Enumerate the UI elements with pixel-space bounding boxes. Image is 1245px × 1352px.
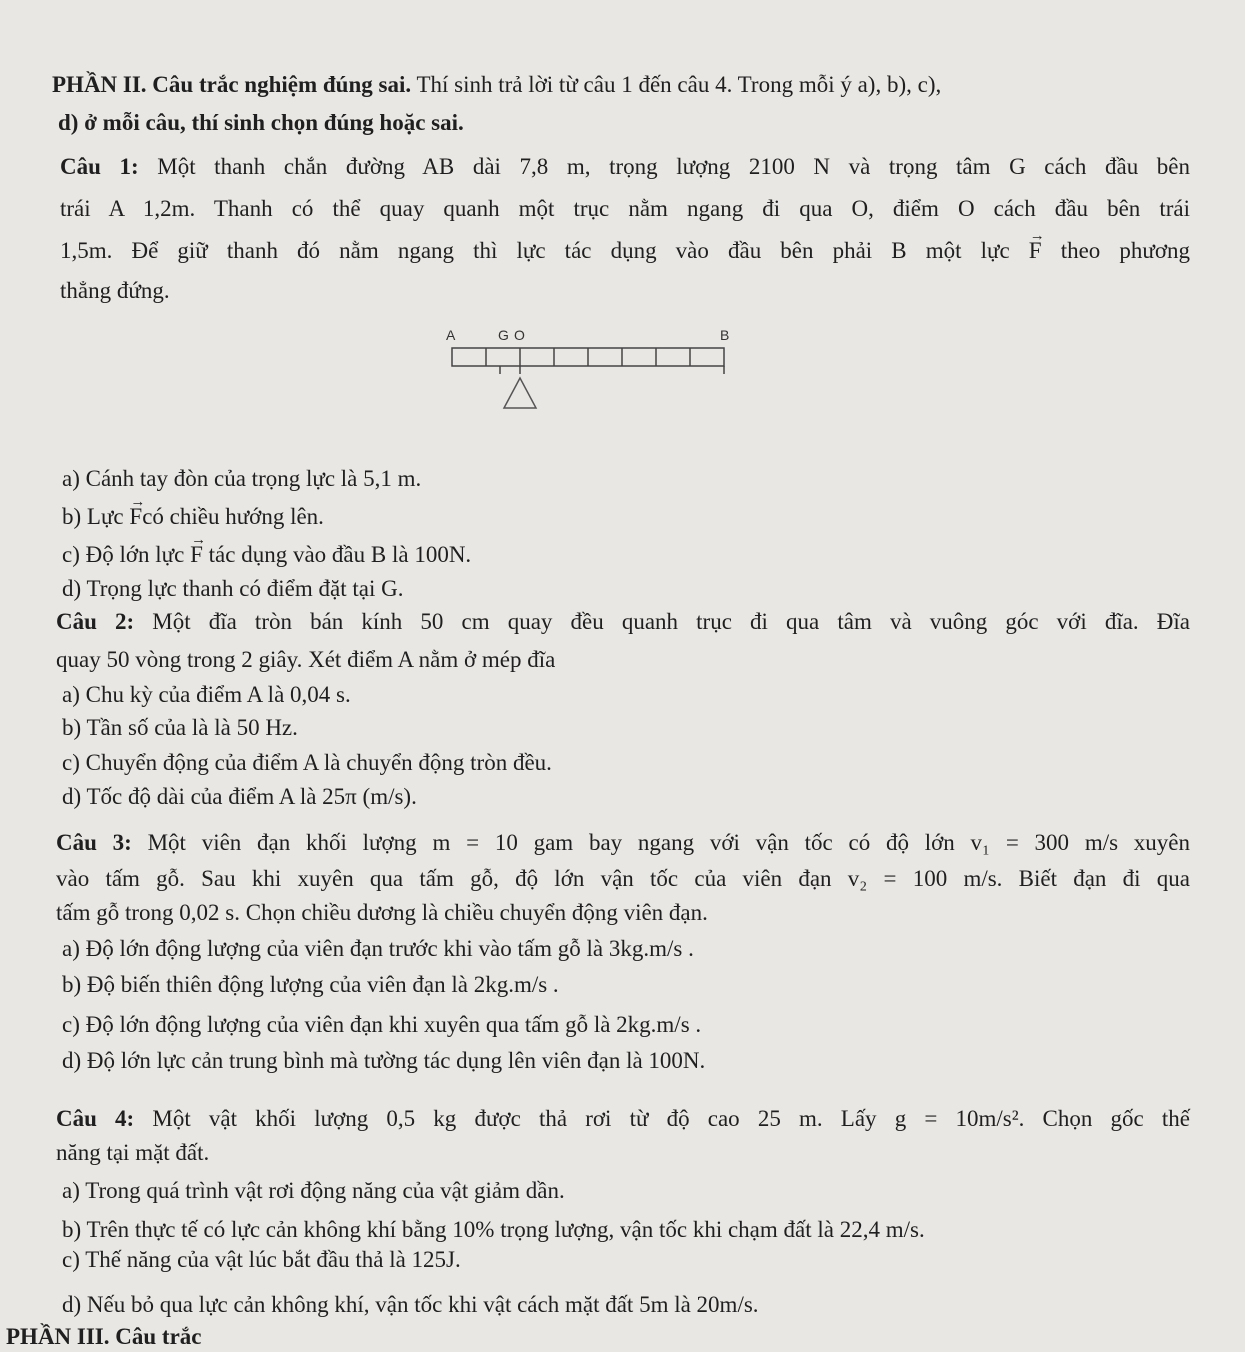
- q3-text-1: Một viên đạn khối lượng m = 10 gam bay ngang với vận tốc có độ lớn v₁ = 300 m/s xuyên: [147, 830, 1191, 855]
- lever-diagram: [440, 318, 740, 418]
- q1-option-c: [62, 540, 471, 570]
- q1-option-c-post: tác dụng vào đầu B là 100N.: [208, 542, 472, 567]
- q3-option-d: d) Độ lớn lực cản trung bình mà tường tác dụng lên viên đạn là 100N.: [62, 1048, 706, 1073]
- q1-option-a: a) Cánh tay đòn của trọng lực là 5,1 m.: [62, 466, 422, 491]
- q2-line-2: quay 50 vòng trong 2 giây. Xét điểm A nằm ở mép đĩa: [56, 647, 556, 672]
- diagram-label-b: B: [720, 327, 730, 343]
- q2-option-b: b) Tần số của là là 50 Hz.: [62, 715, 298, 740]
- q2-option-d: d) Tốc độ dài của điểm A là 25π (m/s).: [62, 784, 417, 809]
- q2-option-a: a) Chu kỳ của điểm A là 0,04 s.: [62, 682, 351, 707]
- q1-line-1: [60, 152, 1190, 182]
- section-intro-line-2: [58, 108, 464, 138]
- q1-option-b-post: có chiều hướng lên.: [142, 504, 324, 529]
- q1-option-c-vector: → F: [190, 540, 203, 570]
- q4-label: Câu 4:: [56, 1106, 135, 1131]
- q1-line-3: [60, 236, 1190, 266]
- diagram-label-a: A: [446, 327, 456, 343]
- q2-line-1: [56, 607, 1190, 637]
- q1-line-2: trái A 1,2m. Thanh có thể quay quanh một trục nằm ngang đi qua O, điểm O cách đầu bên trái: [60, 196, 1190, 221]
- q1-text-3a: 1,5m. Để giữ thanh đó nằm ngang thì lực tác dụng vào đầu bên phải B một lực: [60, 238, 1010, 263]
- section-heading: PHẦN II. Câu trắc nghiệm đúng sai.: [52, 72, 412, 97]
- q3-line-1: [56, 828, 1190, 858]
- beam: [452, 348, 724, 374]
- q4-line-1: [56, 1104, 1190, 1134]
- section-intro-line-1: [52, 70, 941, 100]
- q4-text-1: Một vật khối lượng 0,5 kg được thả rơi từ độ cao 25 m. Lấy g = 10m/s². Chọn gốc thế: [152, 1106, 1191, 1131]
- q2-option-c: c) Chuyển động của điểm A là chuyển động tròn đều.: [62, 750, 552, 775]
- q4-option-b: b) Trên thực tế có lực cản không khí bằng 10% trọng lượng, vận tốc khi chạm đất là 22,4 m/s.: [62, 1217, 925, 1242]
- pivot-triangle: [504, 378, 536, 408]
- next-section-partial: PHẦN III. Câu trắc: [6, 1324, 202, 1349]
- q4-option-d: d) Nếu bỏ qua lực cản không khí, vận tốc khi vật cách mặt đất 5m là 20m/s.: [62, 1292, 759, 1317]
- q1-text-1: Một thanh chắn đường AB dài 7,8 m, trọng lượng 2100 N và trọng tâm G cách đầu bên: [157, 154, 1191, 179]
- q3-option-c: c) Độ lớn động lượng của viên đạn khi xuyên qua tấm gỗ là 2kg.m/s .: [62, 1012, 702, 1037]
- q4-line-2: năng tại mặt đất.: [56, 1140, 210, 1165]
- q3-label: Câu 3:: [56, 830, 132, 855]
- q4-option-c: c) Thế năng của vật lúc bắt đầu thả là 125J.: [62, 1247, 461, 1272]
- q1-option-b-pre: b) Lực: [62, 504, 124, 529]
- q3-line-3: tấm gỗ trong 0,02 s. Chọn chiều dương là chiều chuyển động viên đạn.: [56, 900, 708, 925]
- q1-label: Câu 1:: [60, 154, 139, 179]
- q2-text-1: Một đĩa tròn bán kính 50 cm quay đều quanh trục đi qua tâm và vuông góc với đĩa. Đĩa: [152, 609, 1191, 634]
- section-intro-2: d) ở mỗi câu, thí sinh chọn đúng hoặc sai.: [58, 110, 464, 135]
- q1-option-d: d) Trọng lực thanh có điểm đặt tại G.: [62, 576, 404, 601]
- q1-text-3b: theo phương: [1060, 238, 1191, 263]
- q1-line-4: thẳng đứng.: [60, 278, 170, 303]
- diagram-label-g: G: [498, 327, 509, 343]
- diagram-label-o: O: [514, 327, 525, 343]
- q3-option-a: a) Độ lớn động lượng của viên đạn trước khi vào tấm gỗ là 3kg.m/s .: [62, 936, 694, 961]
- q3-line-2: vào tấm gỗ. Sau khi xuyên qua tấm gỗ, độ lớn vận tốc của viên đạn v₂ = 100 m/s. Biết đạn đi qua: [56, 866, 1190, 891]
- q1-option-b-vector: → F: [129, 502, 142, 532]
- q3-option-b: b) Độ biến thiên động lượng của viên đạn là 2kg.m/s .: [62, 972, 559, 997]
- section-intro-1: Thí sinh trả lời từ câu 1 đến câu 4. Trong mỗi ý a), b), c),: [416, 72, 942, 97]
- q1-option-c-pre: c) Độ lớn lực: [62, 542, 185, 567]
- q2-label: Câu 2:: [56, 609, 135, 634]
- q4-option-a: a) Trong quá trình vật rơi động năng của vật giảm dần.: [62, 1178, 565, 1203]
- q1-force-vector: → F: [1029, 236, 1042, 266]
